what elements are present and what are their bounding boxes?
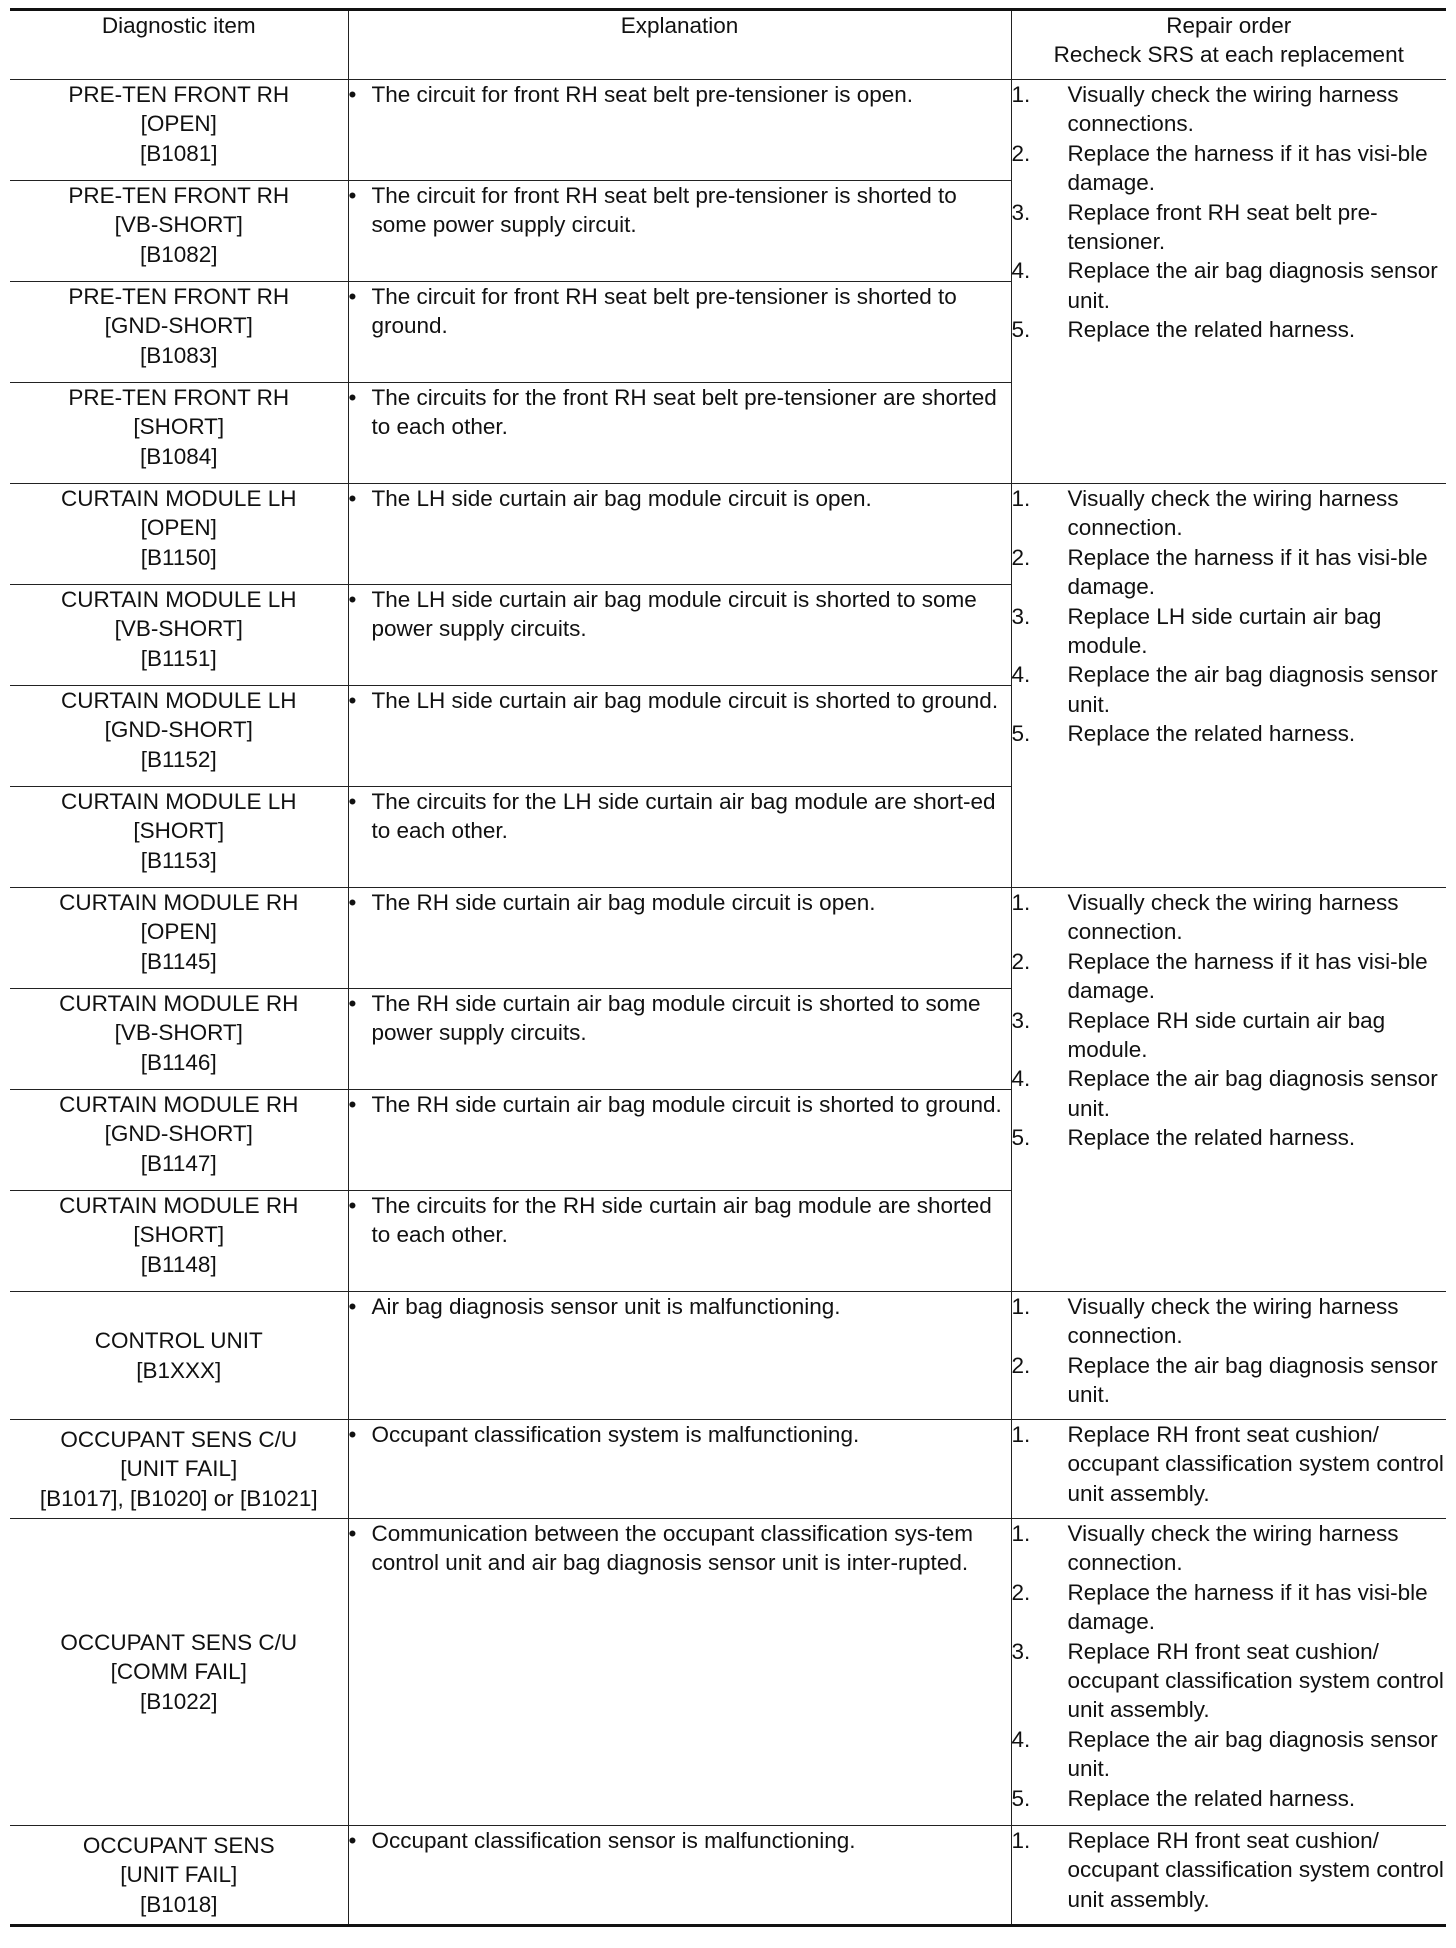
explanation-cell <box>348 1420 1011 1519</box>
explanation-cell <box>348 585 1011 686</box>
repair-step-number: 2. <box>1011 948 1031 974</box>
explanation-cell <box>348 1191 1011 1292</box>
repair-step-text: Replace the air bag diagnosis sensor unit. <box>1067 258 1438 313</box>
diagnostic-item-line: [B1153] <box>140 847 217 873</box>
diagnostic-item-cell <box>10 1191 348 1292</box>
repair-step-number: 4. <box>1011 1066 1031 1092</box>
repair-step <box>1012 1519 1447 1578</box>
diagnostic-item-line: [B1150] <box>140 544 217 570</box>
explanation-cell <box>348 1292 1011 1420</box>
explanation-bullet-row <box>349 484 1011 513</box>
diagnostic-item-line: [VB-SHORT] <box>114 616 243 642</box>
explanation-bullet-row <box>349 989 1011 1048</box>
repair-step <box>1012 256 1447 315</box>
repair-step-number: 4. <box>1011 1726 1031 1752</box>
diagnostic-item-line: [GND-SHORT] <box>104 1121 253 1147</box>
diagnostic-item-line: [B1147] <box>140 1150 217 1176</box>
diagnostic-item-cell <box>10 383 348 484</box>
repair-step <box>1012 1006 1447 1065</box>
diagnostic-item-line: CURTAIN MODULE LH <box>61 486 297 511</box>
repair-step <box>1012 888 1447 947</box>
repair-step-number: 5. <box>1011 317 1031 343</box>
repair-step-text: Replace the related harness. <box>1067 317 1356 343</box>
diagnostic-item-cell <box>10 585 348 686</box>
repair-step <box>1012 602 1447 661</box>
repair-step-number: 1. <box>1011 486 1031 511</box>
explanation-cell <box>348 80 1011 181</box>
bullet-icon: • <box>348 890 357 915</box>
table-row <box>10 80 1446 181</box>
table-row <box>10 1519 1446 1826</box>
explanation-text: The circuit for front RH seat belt pre-tensioner is shorted to some power supply circuit. <box>371 183 957 238</box>
repair-step-text: Replace RH front seat cushion/ occupant classification system control unit assembly. <box>1067 1638 1444 1723</box>
repair-step-text: Replace the related harness. <box>1067 1785 1356 1811</box>
header-repair-note: Recheck SRS at each replacement <box>1053 42 1404 68</box>
bullet-icon: • <box>348 1828 357 1853</box>
repair-step-text: Visually check the wiring harness connection. <box>1067 1521 1399 1576</box>
diagnostic-item-line: [OPEN] <box>140 111 217 137</box>
repair-step-text: Replace the harness if it has visi-ble damage. <box>1067 544 1428 600</box>
repair-step-number: 3. <box>1011 603 1031 629</box>
repair-step-text: Replace the harness if it has visi-ble damage. <box>1067 140 1428 196</box>
repair-step-text: Visually check the wiring harness connection. <box>1067 486 1399 541</box>
diagnostic-item-line: PRE-TEN FRONT RH <box>68 183 290 208</box>
diagnostic-item-line: [OPEN] <box>140 919 217 945</box>
repair-step <box>1012 1292 1447 1351</box>
explanation-bullet-row <box>349 1826 1011 1855</box>
diagnostic-item-line: CURTAIN MODULE RH <box>59 890 299 915</box>
diagnostic-item-line: CURTAIN MODULE LH <box>61 587 297 612</box>
repair-step <box>1012 139 1447 198</box>
repair-step-number: 3. <box>1011 199 1031 225</box>
repair-order-cell <box>1011 1420 1446 1519</box>
diagnostic-item-line: PRE-TEN FRONT RH <box>68 385 290 410</box>
diagnostic-item-line: [B1081] <box>139 140 218 166</box>
diagnostic-table <box>10 8 1446 1927</box>
diagnostic-item-cell <box>10 80 348 181</box>
explanation-bullet-row <box>349 282 1011 341</box>
header-explanation: Explanation <box>348 10 1011 80</box>
repair-step-number: 3. <box>1011 1638 1031 1664</box>
header-diagnostic-item: Diagnostic item <box>10 10 348 80</box>
explanation-bullet-row <box>349 80 1011 109</box>
repair-step <box>1012 198 1447 257</box>
explanation-cell <box>348 686 1011 787</box>
repair-step-number: 5. <box>1011 1125 1031 1151</box>
repair-step-text: Visually check the wiring harness connections. <box>1067 82 1399 137</box>
explanation-text: The circuits for the front RH seat belt pre-tensioner are shorted to each other. <box>371 385 997 440</box>
bullet-icon: • <box>348 1521 357 1546</box>
explanation-text: The LH side curtain air bag module circuit is shorted to ground. <box>371 688 999 713</box>
diagnostic-item-line: [SHORT] <box>133 818 225 844</box>
repair-step <box>1012 80 1447 139</box>
repair-order-cell <box>1011 80 1446 484</box>
repair-step-text: Replace the related harness. <box>1067 721 1356 747</box>
diagnostic-item-cell <box>10 1519 348 1826</box>
explanation-text: The LH side curtain air bag module circuit is open. <box>371 486 872 511</box>
repair-step <box>1012 660 1447 719</box>
repair-step-text: Replace RH front seat cushion/ occupant classification system control unit assembly. <box>1067 1828 1444 1912</box>
explanation-cell <box>348 282 1011 383</box>
diagnostic-item-line: [UNIT FAIL] <box>120 1456 238 1482</box>
explanation-cell <box>348 1090 1011 1191</box>
repair-step-number: 1. <box>1011 1828 1031 1853</box>
repair-step <box>1012 1351 1447 1410</box>
repair-step-number: 1. <box>1011 1422 1031 1447</box>
table-row <box>10 1420 1446 1519</box>
repair-step-number: 3. <box>1011 1007 1031 1033</box>
explanation-bullet-row <box>349 585 1011 644</box>
repair-step <box>1012 1420 1447 1508</box>
repair-step-number: 2. <box>1011 1579 1031 1605</box>
explanation-cell <box>348 787 1011 888</box>
explanation-text: The circuits for the RH side curtain air bag module are shorted to each other. <box>371 1193 992 1248</box>
repair-step-number: 1. <box>1011 82 1031 107</box>
table-header <box>10 10 1446 80</box>
explanation-cell <box>348 989 1011 1090</box>
repair-step-number: 4. <box>1011 662 1031 688</box>
diagnostic-item-cell <box>10 1090 348 1191</box>
repair-step-text: Replace RH side curtain air bag module. <box>1067 1007 1386 1063</box>
diagnostic-item-line: PRE-TEN FRONT RH <box>68 284 290 309</box>
diagnostic-item-line: [UNIT FAIL] <box>120 1862 238 1888</box>
diagnostic-item-line: [B1145] <box>140 948 217 974</box>
explanation-cell <box>348 383 1011 484</box>
table-row <box>10 1292 1446 1420</box>
diagnostic-item-line: CURTAIN MODULE RH <box>59 1092 299 1117</box>
explanation-cell <box>348 888 1011 989</box>
explanation-text: The RH side curtain air bag module circuit is open. <box>371 890 876 915</box>
diagnostic-item-cell <box>10 787 348 888</box>
repair-step-text: Replace the air bag diagnosis sensor unit. <box>1067 662 1438 717</box>
explanation-bullet-row <box>349 1420 1011 1449</box>
repair-step-number: 1. <box>1011 890 1031 915</box>
explanation-text: The RH side curtain air bag module circuit is shorted to ground. <box>371 1092 1002 1117</box>
explanation-text: The circuits for the LH side curtain air bag module are short-ed to each other. <box>371 789 996 844</box>
bullet-icon: • <box>348 486 357 511</box>
repair-step-text: Visually check the wiring harness connection. <box>1067 1294 1399 1349</box>
repair-step <box>1012 484 1447 543</box>
diagnostic-item-line: CURTAIN MODULE LH <box>61 688 297 713</box>
diagnostic-item-line: OCCUPANT SENS <box>82 1832 275 1858</box>
repair-step-number: 5. <box>1011 721 1031 747</box>
diagnostic-item-line: [VB-SHORT] <box>114 212 243 238</box>
diagnostic-item-line: [B1148] <box>140 1251 217 1277</box>
repair-step-number: 2. <box>1011 140 1031 166</box>
diagnostic-item-cell <box>10 181 348 282</box>
explanation-cell <box>348 1826 1011 1926</box>
repair-step <box>1012 1826 1447 1914</box>
diagnostic-item-line: [B1XXX] <box>136 1357 222 1383</box>
diagnostic-item-line: OCCUPANT SENS C/U <box>60 1629 298 1655</box>
repair-order-cell <box>1011 1292 1446 1420</box>
diagnostic-item-line: [SHORT] <box>133 1222 225 1248</box>
diagnostic-item-line: [B1018] <box>139 1891 218 1917</box>
diagnostic-item-line: [VB-SHORT] <box>114 1020 243 1046</box>
diagnostic-item-cell <box>10 989 348 1090</box>
header-repair-order <box>1011 10 1446 80</box>
diagnostic-item-cell <box>10 1420 348 1519</box>
repair-order-cell <box>1011 484 1446 888</box>
diagnostic-item-line: [B1082] <box>139 241 218 267</box>
repair-step-number: 1. <box>1011 1294 1031 1319</box>
diagnostic-item-line: CURTAIN MODULE RH <box>59 1193 299 1218</box>
repair-step <box>1012 1123 1447 1152</box>
bullet-icon: • <box>348 1193 357 1218</box>
repair-step-text: Replace RH front seat cushion/ occupant classification system control unit assembly. <box>1067 1422 1444 1506</box>
diagnostic-item-line: [SHORT] <box>133 414 225 440</box>
explanation-bullet-row <box>349 1292 1011 1321</box>
bullet-icon: • <box>348 587 357 612</box>
explanation-text: Communication between the occupant classification sys-tem control unit and air bag diagnosis sensor unit is inter-rupted. <box>371 1521 974 1576</box>
repair-step-number: 2. <box>1011 544 1031 570</box>
bullet-icon: • <box>348 183 357 208</box>
diagnostic-item-line: [COMM FAIL] <box>110 1659 247 1685</box>
explanation-bullet-row <box>349 383 1011 442</box>
explanation-text: The LH side curtain air bag module circuit is shorted to some power supply circuits. <box>371 587 977 642</box>
repair-step-text: Replace the air bag diagnosis sensor unit. <box>1067 1352 1438 1408</box>
diagnostic-item-line: [B1146] <box>140 1049 217 1075</box>
diagnostic-item-line: OCCUPANT SENS C/U <box>60 1426 298 1452</box>
explanation-cell <box>348 1519 1011 1826</box>
explanation-text: Occupant classification sensor is malfunctioning. <box>371 1828 856 1853</box>
bullet-icon: • <box>348 1422 357 1447</box>
repair-step-number: 5. <box>1011 1785 1031 1811</box>
diagnostic-item-line: PRE-TEN FRONT RH <box>68 82 290 107</box>
repair-order-cell <box>1011 1519 1446 1826</box>
diagnostic-item-line: CURTAIN MODULE RH <box>59 991 299 1016</box>
repair-step-text: Replace LH side curtain air bag module. <box>1067 603 1382 659</box>
repair-step <box>1012 719 1447 748</box>
table-body <box>10 80 1446 1926</box>
table-row <box>10 484 1446 585</box>
explanation-text: The circuit for front RH seat belt pre-tensioner is shorted to ground. <box>371 284 957 339</box>
repair-step <box>1012 1725 1447 1784</box>
explanation-text: Air bag diagnosis sensor unit is malfunctioning. <box>371 1294 841 1319</box>
table-row <box>10 888 1446 989</box>
header-repair-title: Repair order <box>1166 13 1292 38</box>
diagnostic-item-cell <box>10 282 348 383</box>
diagnostic-item-line: CURTAIN MODULE LH <box>61 789 297 814</box>
repair-step-number: 2. <box>1011 1352 1031 1378</box>
repair-step-text: Replace the harness if it has visi-ble damage. <box>1067 948 1428 1004</box>
explanation-text: The RH side curtain air bag module circuit is shorted to some power supply circuits. <box>371 991 981 1046</box>
repair-step-text: Replace front RH seat belt pre-tensioner. <box>1067 199 1378 255</box>
explanation-cell <box>348 181 1011 282</box>
explanation-bullet-row <box>349 888 1011 917</box>
table-row <box>10 1826 1446 1926</box>
repair-step-number: 1. <box>1011 1521 1031 1546</box>
repair-step-text: Replace the air bag diagnosis sensor unit. <box>1067 1726 1438 1782</box>
explanation-text: The circuit for front RH seat belt pre-tensioner is open. <box>371 82 913 107</box>
diagnostic-item-cell <box>10 888 348 989</box>
bullet-icon: • <box>348 991 357 1016</box>
repair-step <box>1012 315 1447 344</box>
bullet-icon: • <box>348 284 357 309</box>
explanation-bullet-row <box>349 1090 1011 1119</box>
explanation-bullet-row <box>349 1191 1011 1250</box>
repair-step <box>1012 543 1447 602</box>
repair-step <box>1012 1064 1447 1123</box>
repair-order-cell <box>1011 888 1446 1292</box>
repair-step-text: Replace the related harness. <box>1067 1125 1356 1151</box>
diagnostic-item-line: CONTROL UNIT <box>94 1328 263 1354</box>
repair-step-text: Replace the air bag diagnosis sensor unit. <box>1067 1066 1438 1121</box>
bullet-icon: • <box>348 1092 357 1117</box>
diagnostic-item-line: [B1152] <box>140 746 217 772</box>
bullet-icon: • <box>348 385 357 410</box>
explanation-bullet-row <box>349 787 1011 846</box>
diagnostic-item-line: [B1151] <box>140 645 217 671</box>
bullet-icon: • <box>348 82 357 107</box>
diagnostic-item-cell <box>10 686 348 787</box>
repair-step-number: 4. <box>1011 258 1031 284</box>
repair-step-text: Replace the harness if it has visi-ble damage. <box>1067 1579 1428 1635</box>
diagnostic-item-line: [B1022] <box>139 1688 218 1714</box>
diagnostic-item-cell <box>10 1292 348 1420</box>
diagnostic-item-cell <box>10 484 348 585</box>
diagnostic-item-line: [B1017], [B1020] or [B1021] <box>39 1485 318 1511</box>
repair-step <box>1012 947 1447 1006</box>
repair-order-cell <box>1011 1826 1446 1926</box>
bullet-icon: • <box>348 1294 357 1319</box>
diagnostic-item-line: [B1084] <box>139 443 218 469</box>
diagnostic-item-line: [OPEN] <box>140 515 217 541</box>
explanation-bullet-row <box>349 686 1011 715</box>
explanation-bullet-row <box>349 1519 1011 1578</box>
repair-step <box>1012 1784 1447 1813</box>
diagnostic-item-line: [GND-SHORT] <box>104 717 253 743</box>
explanation-cell <box>348 484 1011 585</box>
explanation-bullet-row <box>349 181 1011 240</box>
bullet-icon: • <box>348 789 357 814</box>
diagnostic-item-line: [GND-SHORT] <box>104 313 253 339</box>
repair-step <box>1012 1637 1447 1725</box>
bullet-icon: • <box>348 688 357 713</box>
repair-step-text: Visually check the wiring harness connection. <box>1067 890 1399 945</box>
diagnostic-item-cell <box>10 1826 348 1926</box>
diagnostic-item-line: [B1083] <box>139 342 218 368</box>
repair-step <box>1012 1578 1447 1637</box>
explanation-text: Occupant classification system is malfunctioning. <box>371 1422 860 1447</box>
